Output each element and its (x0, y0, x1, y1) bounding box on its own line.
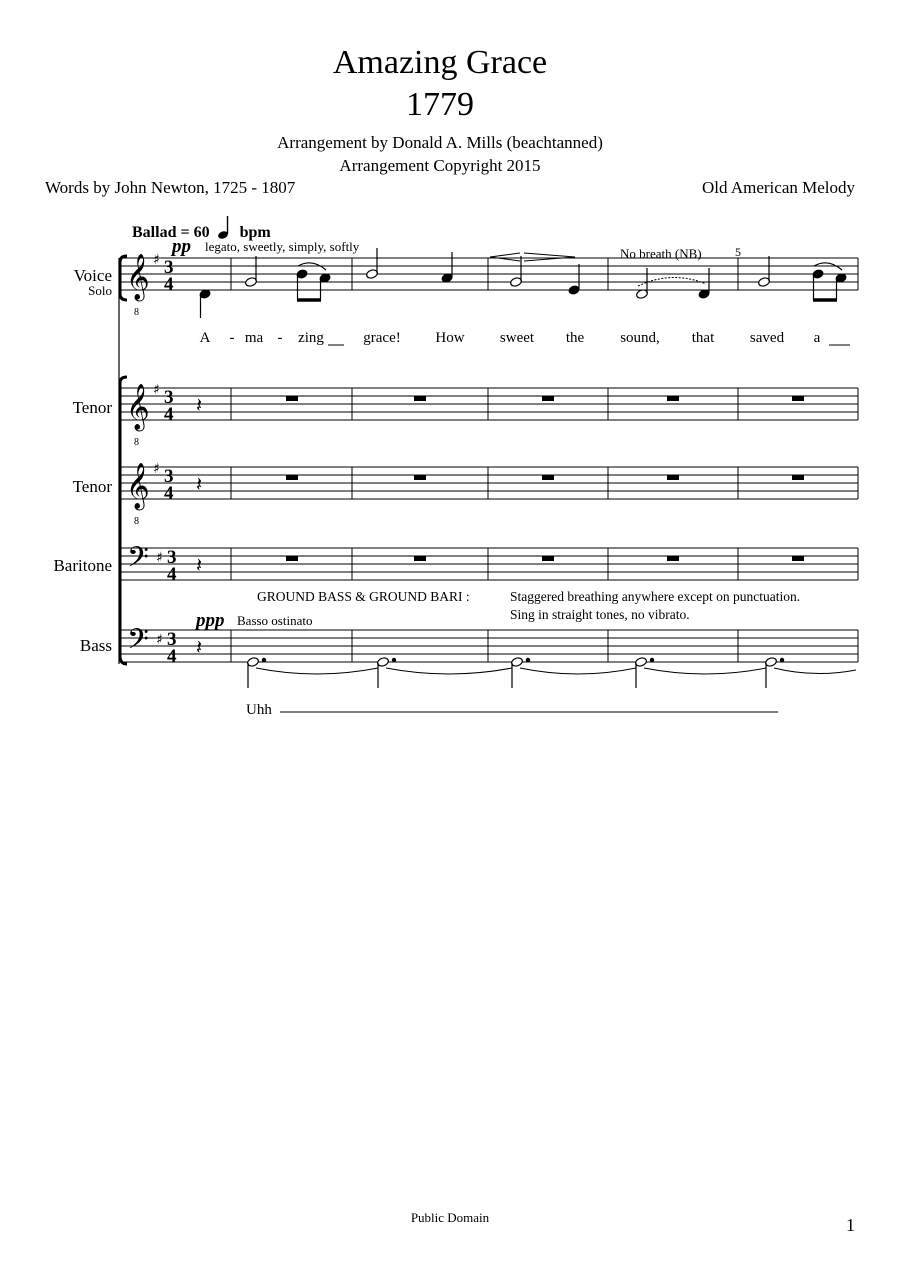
ground-instruction-1: Staggered breathing anywhere except on punctuation. (510, 589, 801, 604)
svg-text:♯: ♯ (153, 461, 160, 477)
staff-label-bass: Bass (79, 636, 112, 655)
bass-instruction: Basso ostinato (237, 613, 313, 628)
svg-text:3: 3 (164, 257, 174, 278)
staff-label-baritone: Baritone (53, 556, 112, 575)
svg-text:3: 3 (164, 466, 174, 487)
svg-text:♯: ♯ (156, 550, 163, 566)
no-breath-marking: No breath (NB) (620, 246, 702, 261)
lyric-syllable: zing (298, 330, 324, 346)
time-signatures (164, 257, 177, 667)
license-footer: Public Domain (410, 1210, 490, 1225)
tempo-unit: bpm (239, 224, 271, 241)
svg-text:𝄽: 𝄽 (196, 635, 203, 659)
composer-credit: Old American Melody (702, 178, 855, 197)
lyricist-credit: Words by John Newton, 1725 - 1807 (45, 178, 296, 197)
solo-dynamic: pp (172, 236, 191, 257)
measure-number: 5 (735, 245, 741, 259)
bass-dynamic: ppp (196, 610, 225, 631)
staff-label-tenor-1: Tenor (72, 398, 112, 417)
bass-clef-icon: 𝄢 (127, 541, 149, 581)
ground-instruction-2: Sing in straight tones, no vibrato. (510, 607, 690, 622)
barlines (119, 258, 858, 662)
lyric-hyphen: - (277, 330, 283, 346)
svg-text:8: 8 (134, 307, 139, 318)
svg-text:3: 3 (164, 387, 174, 408)
svg-text:4: 4 (167, 646, 177, 667)
svg-text:8: 8 (134, 516, 139, 527)
svg-text:𝄽: 𝄽 (196, 393, 203, 417)
svg-text:♯: ♯ (156, 632, 163, 648)
solo-instruction: legato, sweetly, simply, softly (205, 239, 360, 254)
lyric-syllable: the (565, 330, 585, 346)
lyric-syllable: grace! (363, 330, 401, 346)
copyright-notice: Arrangement Copyright 2015 (339, 156, 541, 175)
lyric-syllable: sweet (499, 330, 535, 346)
lyric-hyphen: - (229, 330, 235, 346)
staff-label-voice: Voice (73, 266, 112, 285)
svg-text:4: 4 (164, 404, 174, 425)
staff-sublabel-solo: Solo (88, 283, 112, 298)
arranger-credit: Arrangement by Donald A. Mills (beachtanned) (277, 133, 603, 152)
quarter-rests (196, 393, 202, 659)
piece-title: Amazing Grace (332, 44, 548, 81)
svg-text:𝄽: 𝄽 (196, 472, 203, 496)
staff-label-tenor-2: Tenor (72, 477, 112, 496)
whole-rests (286, 396, 804, 561)
lyric-syllable: How (435, 330, 465, 346)
svg-text:3: 3 (167, 629, 177, 650)
staff-lines (120, 258, 858, 662)
lyric-syllable: sound, (620, 330, 660, 346)
lyric-extenders (280, 345, 850, 712)
svg-text:4: 4 (164, 274, 174, 295)
treble-clef-icon: 𝄞 (126, 463, 150, 509)
lyric-syllable: that (691, 330, 715, 346)
key-signature-sharps (153, 252, 163, 648)
bass-lyric: Uhh (246, 702, 272, 718)
bass-notes (247, 657, 856, 688)
tempo-label: Ballad = 60 (132, 224, 210, 241)
lyric-syllable: ma (244, 330, 264, 346)
piece-year: 1779 (406, 86, 474, 123)
svg-text:𝄽: 𝄽 (196, 553, 203, 577)
svg-text:3: 3 (167, 547, 177, 568)
clefs (126, 254, 150, 663)
svg-text:4: 4 (167, 564, 177, 585)
treble-clef-icon: 𝄞 (126, 384, 150, 430)
lyric-syllable: saved (749, 330, 785, 346)
ground-note: GROUND BASS & GROUND BARI : (257, 589, 470, 604)
svg-text:♯: ♯ (153, 252, 160, 268)
treble-clef-icon: 𝄞 (126, 254, 150, 300)
bass-clef-icon: 𝄢 (127, 623, 149, 663)
lyric-syllable: a (813, 330, 821, 346)
svg-text:8: 8 (134, 437, 139, 448)
svg-text:4: 4 (164, 483, 174, 504)
lyric-syllable: A (199, 330, 211, 346)
svg-text:♯: ♯ (153, 382, 160, 398)
page-number: 1 (846, 1215, 855, 1235)
